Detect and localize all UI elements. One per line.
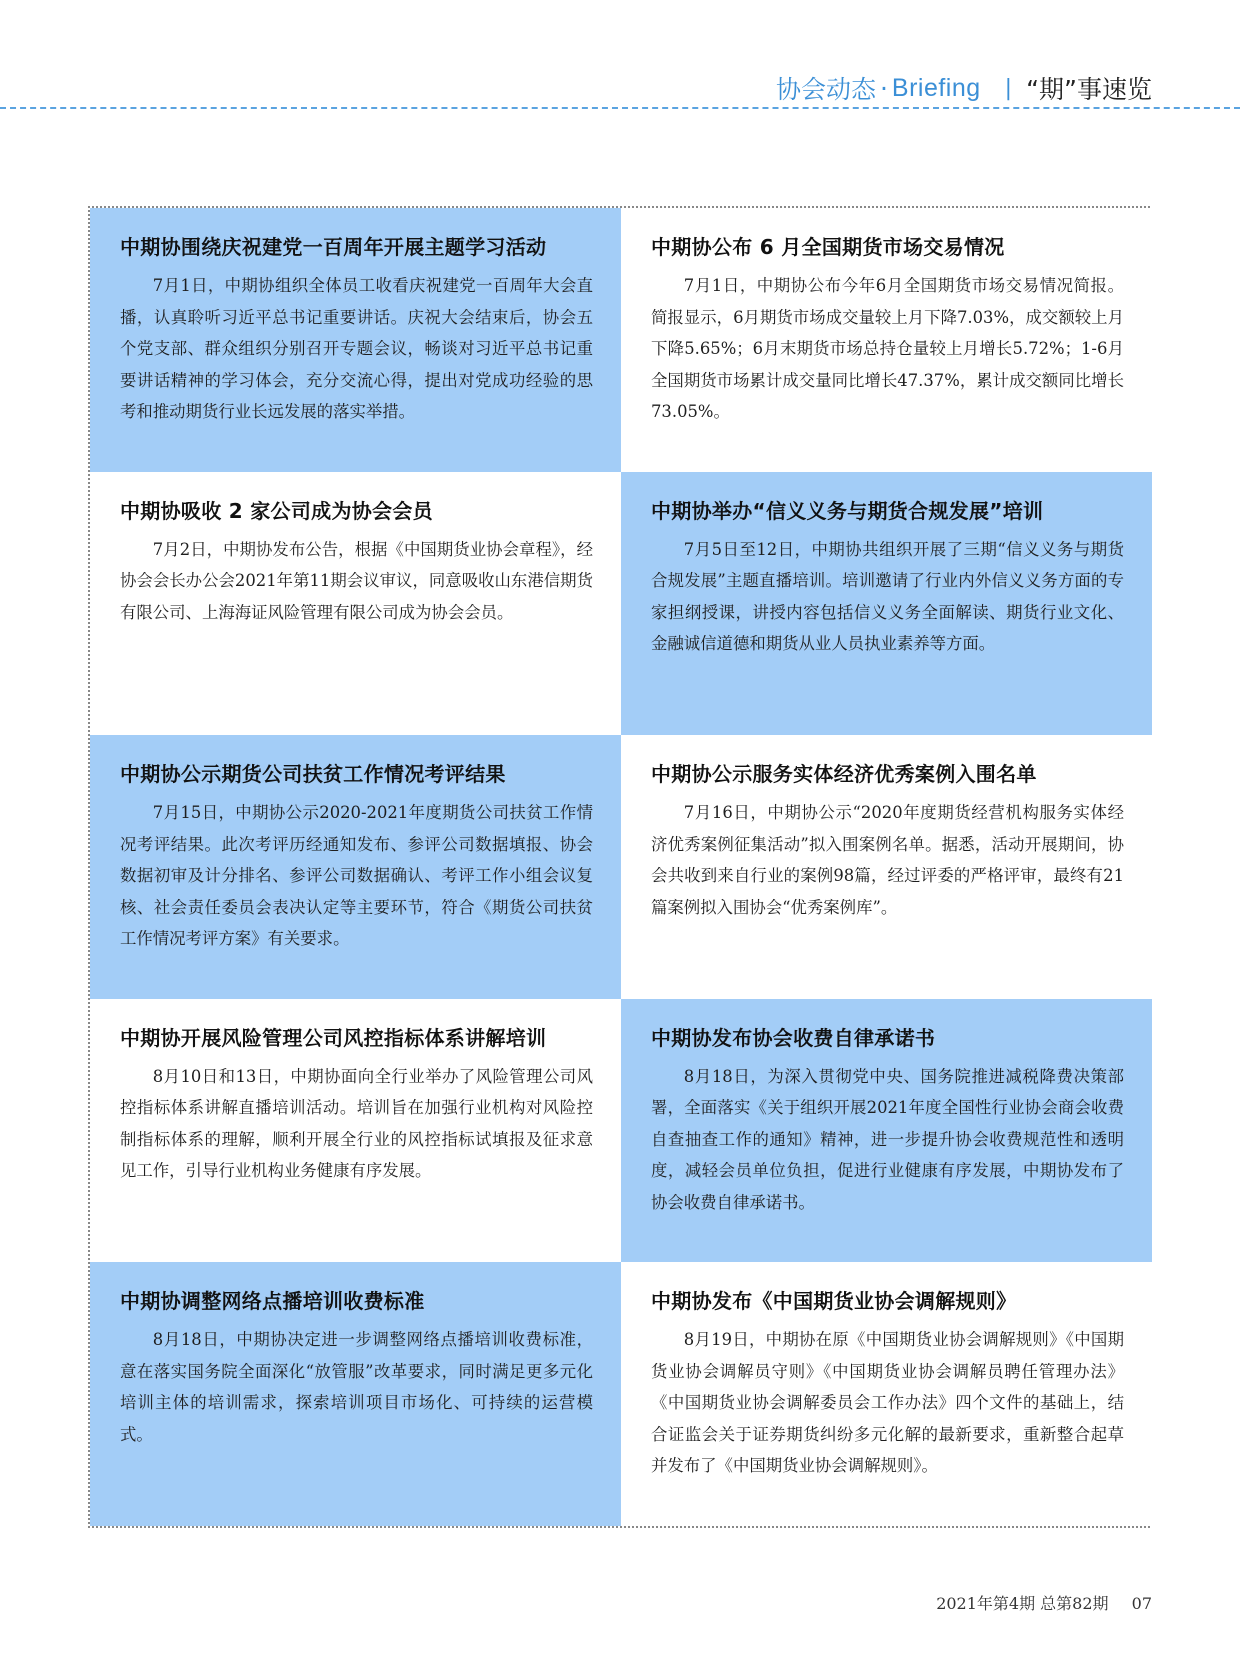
news-body: 7月2日，中期协发布公告，根据《中国期货业协会章程》，经协会会长办公会2021年第11期会议审议，同意吸收山东港信期货有限公司、上海海证风险管理有限公司成为协会会员。 (120, 539, 593, 622)
title-dot: · (879, 73, 888, 103)
news-item (90, 208, 621, 472)
news-title: 中期协发布《中国期货业协会调解规则》 (651, 1289, 1017, 1314)
news-item (621, 208, 1152, 472)
page-header (776, 68, 1152, 108)
section-title: 协会动态 (775, 75, 876, 104)
news-item (621, 999, 1152, 1263)
column-title: “期”事速览 (1026, 75, 1152, 104)
news-title: 中期协公布 6 月全国期货市场交易情况 (651, 235, 1005, 259)
news-title: 中期协公示期货公司扶贫工作情况考评结果 (120, 762, 506, 787)
issue-info: 2021年第4期 总第82期 (936, 1594, 1109, 1613)
news-title: 中期协发布协会收费自律承诺书 (651, 1025, 936, 1050)
news-body: 7月16日，中期协公示“2020年度期货经营机构服务实体经济优秀案例征集活动”拟入围案例名单。据悉，活动开展期间，协会共收到来自行业的案例98篇，经过评委的严格评审，最终有21篇案例拟入围协会“优秀案例库”。 (651, 803, 1124, 917)
news-body: 8月10日和13日，中期协面向全行业举办了风险管理公司风控指标体系讲解直播培训活动。培训旨在加强行业机构对风险控制指标体系的理解，顺利开展全行业的风控指标试填报及征求意见工作，引导行业机构业务健康有序发展。 (120, 1066, 593, 1181)
page-number: 07 (1131, 1594, 1152, 1613)
news-item (90, 472, 621, 736)
news-title: 中期协举办“信义义务与期货合规发展”培训 (651, 498, 1044, 523)
news-body: 7月1日，中期协组织全体员工收看庆祝建党一百周年大会直播，认真聆听习近平总书记重要讲话。庆祝大会结束后，协会五个党支部、群众组织分别召开专题会议，畅谈对习近平总书记重要讲话精神的学习体会，充分交流心得，提出对党成功经验的思考和推动期货行业长远发展的落实举措。 (120, 276, 593, 421)
header-separator: | (1004, 75, 1013, 101)
news-grid (88, 206, 1150, 1528)
news-title: 中期协围绕庆祝建党一百周年开展主题学习活动 (120, 235, 547, 259)
news-item (621, 472, 1152, 736)
news-body: 8月19日，中期协在原《中国期货业协会调解规则》《中国期货业协会调解员守则》《中国期货业协会调解员聘任管理办法》《中国期货业协会调解委员会工作办法》四个文件的基础上，结合证监会关于证券期货纠纷多元化解的最新要求，重新整合起草并发布了《中国期货业协会调解规则》。 (651, 1330, 1124, 1476)
news-item (90, 1262, 621, 1526)
news-item (90, 735, 621, 999)
news-body: 8月18日，中期协决定进一步调整网络点播培训收费标准，意在落实国务院全面深化“放管服”改革要求，同时满足更多元化培训主体的培训需求，探索培训项目市场化、可持续的运营模式。 (120, 1330, 593, 1444)
section-title-en: Briefing (891, 73, 981, 102)
news-body: 7月15日，中期协公示2020-2021年度期货公司扶贫工作情况考评结果。此次考评历经通知发布、参评公司数据填报、协会数据初审及计分排名、参评公司数据确认、考评工作小组会议复核、社会责任委员会表决认定等主要环节，符合《期货公司扶贫工作情况考评方案》有关要求。 (120, 803, 593, 949)
news-title: 中期协调整网络点播培训收费标准 (120, 1289, 425, 1314)
news-item (621, 1262, 1152, 1526)
page-footer (936, 1591, 1152, 1614)
news-body: 8月18日，为深入贯彻党中央、国务院推进减税降费决策部署，全面落实《关于组织开展2021年度全国性行业协会商会收费自查抽查工作的通知》精神，进一步提升协会收费规范性和透明度，减轻会员单位负担，促进行业健康有序发展，中期协发布了协会收费自律承诺书。 (651, 1066, 1124, 1212)
news-body: 7月1日，中期协公布今年6月全国期货市场交易情况简报。简报显示，6月期货市场成交量较上月下降7.03%，成交额较上月下降5.65%；6月末期货市场总持仓量较上月增长5.72%；1-6月全国期货市场累计成交量同比增长47.37%，累计成交额同比增长73.05%。 (651, 276, 1124, 421)
header-divider (0, 107, 1240, 109)
news-title: 中期协公示服务实体经济优秀案例入围名单 (651, 762, 1037, 787)
news-body: 7月5日至12日，中期协共组织开展了三期“信义义务与期货合规发展”主题直播培训。培训邀请了行业内外信义义务方面的专家担纲授课，讲授内容包括信义义务全面解读、期货行业文化、金融诚信道德和期货从业人员执业素养等方面。 (651, 539, 1124, 654)
news-title: 中期协吸收 2 家公司成为协会会员 (120, 498, 433, 523)
news-item (621, 735, 1152, 999)
news-item (90, 999, 621, 1263)
news-title: 中期协开展风险管理公司风控指标体系讲解培训 (120, 1025, 547, 1050)
